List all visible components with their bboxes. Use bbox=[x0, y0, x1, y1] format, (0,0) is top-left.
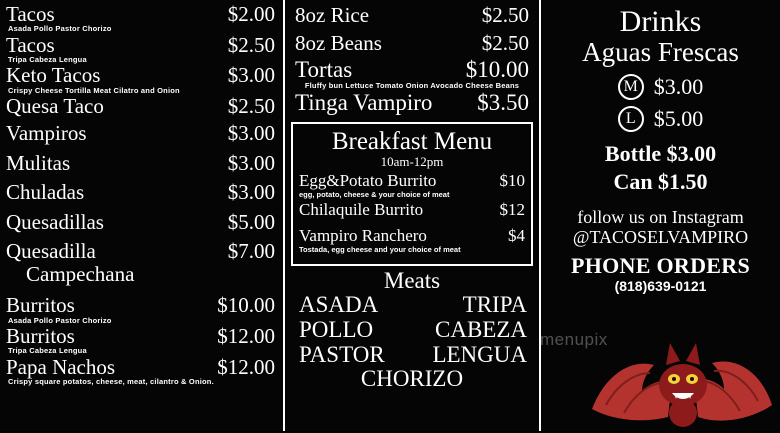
can-price: Can $1.50 bbox=[613, 168, 708, 194]
menu-item-name: Burritos bbox=[6, 324, 75, 349]
menu-item-name: Quesadillas bbox=[6, 209, 104, 234]
menu-item-price: $2.50 bbox=[481, 31, 529, 56]
menu-item-burritos-tripa bbox=[0, 326, 283, 347]
phone-number: (818)639-0121 bbox=[614, 278, 707, 295]
menu-item-price: $10.00 bbox=[217, 293, 275, 318]
size-medium-badge: M bbox=[618, 74, 644, 100]
menu-item-quesadilla-campechana bbox=[0, 241, 283, 262]
menu-item-beans bbox=[289, 32, 535, 54]
menu-item-rice bbox=[289, 4, 535, 26]
breakfast-hours: 10am-12pm bbox=[380, 154, 444, 170]
drink-size-medium bbox=[545, 74, 776, 100]
menu-item-name: Chuladas bbox=[6, 180, 85, 205]
menu-item-price: $7.00 bbox=[227, 239, 275, 263]
menu-item-quesadillas bbox=[0, 209, 283, 234]
menu-item-name: Tinga Vampiro bbox=[295, 90, 433, 116]
meat-asada: ASADA bbox=[299, 291, 379, 317]
instagram-handle: @TACOSELVAMPIRO bbox=[572, 227, 749, 248]
breakfast-menu-box bbox=[291, 122, 533, 266]
menu-item-price: $3.00 bbox=[227, 180, 275, 205]
bat-mascot-icon bbox=[584, 313, 780, 433]
menu-item-name: 8oz Beans bbox=[295, 31, 382, 56]
menu-item-tinga-vampiro bbox=[289, 91, 535, 115]
menu-item-price: $12 bbox=[499, 199, 525, 219]
menu-item-tacos-tripa bbox=[0, 32, 283, 57]
bottle-price: Bottle $3.00 bbox=[604, 141, 717, 167]
drink-size-large bbox=[545, 106, 776, 132]
meat-pollo: POLLO bbox=[299, 316, 374, 342]
middle-menu-column bbox=[283, 0, 541, 431]
menu-item-price: $2.00 bbox=[227, 2, 275, 26]
menu-item-price: $2.50 bbox=[227, 32, 275, 57]
meat-tripa: TRIPA bbox=[462, 291, 527, 317]
menu-item-description: Crispy square potatos, cheese, meat, cilantro & Onion. bbox=[8, 377, 214, 387]
menu-item-description: Crispy Cheese Tortilla Meat Cilatro and Onion bbox=[8, 85, 180, 95]
menu-item-name: Quesa Taco bbox=[6, 93, 104, 118]
menu-item-description: Tripa Cabeza Lengua bbox=[8, 55, 87, 65]
menu-item-price: $3.00 bbox=[227, 63, 275, 88]
menu-item-description: Asada Pollo Pastor Chorizo bbox=[8, 24, 112, 34]
breakfast-item-chilaquile-burrito bbox=[299, 201, 525, 219]
menu-item-name: Tacos bbox=[6, 2, 55, 26]
size-large-badge: L bbox=[618, 106, 644, 132]
menu-item-quesa-taco bbox=[0, 93, 283, 118]
meats-title: Meats bbox=[383, 267, 441, 293]
menu-item-price: $4 bbox=[508, 225, 525, 245]
menu-item-name: Tortas bbox=[295, 57, 353, 83]
menu-item-price: $3.00 bbox=[227, 121, 275, 146]
menu-item-name: Quesadilla bbox=[6, 239, 96, 263]
menu-item-description: egg, potato, cheese & your choice of meat bbox=[299, 189, 450, 199]
menu-item-name: 8oz Rice bbox=[295, 3, 370, 27]
menu-item-name: Chilaquile Burrito bbox=[299, 199, 424, 219]
menu-item-name: Keto Tacos bbox=[6, 63, 101, 88]
watermark-text: menupix bbox=[540, 330, 608, 349]
menu-item-price: $5.00 bbox=[227, 209, 275, 234]
size-medium-price: $3.00 bbox=[653, 74, 704, 100]
breakfast-item-egg-potato-burrito bbox=[299, 172, 525, 190]
menu-item-keto-tacos bbox=[0, 65, 283, 86]
meats-list bbox=[289, 293, 535, 367]
menu-item-tacos-asada bbox=[0, 4, 283, 25]
meat-lengua: LENGUA bbox=[432, 341, 527, 367]
menu-item-name: Egg&Potato Burrito bbox=[299, 171, 437, 191]
instagram-follow-text: follow us on Instagram bbox=[577, 207, 744, 228]
menu-item-name: Tacos bbox=[6, 32, 55, 57]
drinks-title: Drinks bbox=[619, 5, 702, 38]
menu-item-chuladas bbox=[0, 182, 283, 203]
left-menu-column bbox=[0, 0, 283, 431]
menu-item-price: $3.50 bbox=[477, 90, 529, 116]
menu-item-name: Mulitas bbox=[6, 150, 71, 175]
menu-item-description: Fluffy bun Lettuce Tomato Onion Avocado Cheese Beans bbox=[304, 81, 520, 91]
meat-chorizo: CHORIZO bbox=[360, 366, 464, 392]
menu-item-name: Burritos bbox=[6, 293, 75, 318]
menu-item-tortas bbox=[289, 58, 535, 82]
size-large-price: $5.00 bbox=[653, 106, 704, 132]
menu-item-description: Tripa Cabeza Lengua bbox=[8, 346, 87, 356]
meat-cabeza: CABEZA bbox=[435, 316, 527, 342]
phone-orders-label: PHONE ORDERS bbox=[570, 253, 750, 279]
menu-item-papa-nachos bbox=[0, 354, 283, 379]
menu-item-vampiros bbox=[0, 123, 283, 144]
menu-item-name: Vampiros bbox=[6, 121, 87, 146]
menu-item-burritos-asada bbox=[0, 295, 283, 316]
menu-item-price: $2.50 bbox=[227, 93, 275, 118]
menu-item-price: $2.50 bbox=[481, 3, 529, 27]
menu-item-price: $3.00 bbox=[227, 150, 275, 175]
menu-item-mulitas bbox=[0, 150, 283, 175]
aguas-frescas-subtitle: Aguas Frescas bbox=[582, 37, 739, 68]
menu-item-description: Tostada, egg cheese and your choice of meat bbox=[299, 244, 461, 254]
menu-item-name: Vampiro Ranchero bbox=[299, 225, 427, 245]
breakfast-title: Breakfast Menu bbox=[331, 127, 493, 155]
menu-item-price: $12.00 bbox=[217, 324, 275, 349]
menu-item-price: $10.00 bbox=[465, 57, 529, 83]
menu-item-description: Asada Pollo Pastor Chorizo bbox=[8, 315, 112, 325]
menu-item-name-second-line: Campechana bbox=[26, 262, 135, 287]
menu-item-name: Papa Nachos bbox=[6, 354, 116, 379]
meat-pastor: PASTOR bbox=[299, 341, 385, 367]
menu-item-price: $10 bbox=[499, 171, 525, 191]
menu-item-price: $12.00 bbox=[217, 354, 275, 379]
breakfast-item-vampiro-ranchero bbox=[299, 227, 525, 245]
